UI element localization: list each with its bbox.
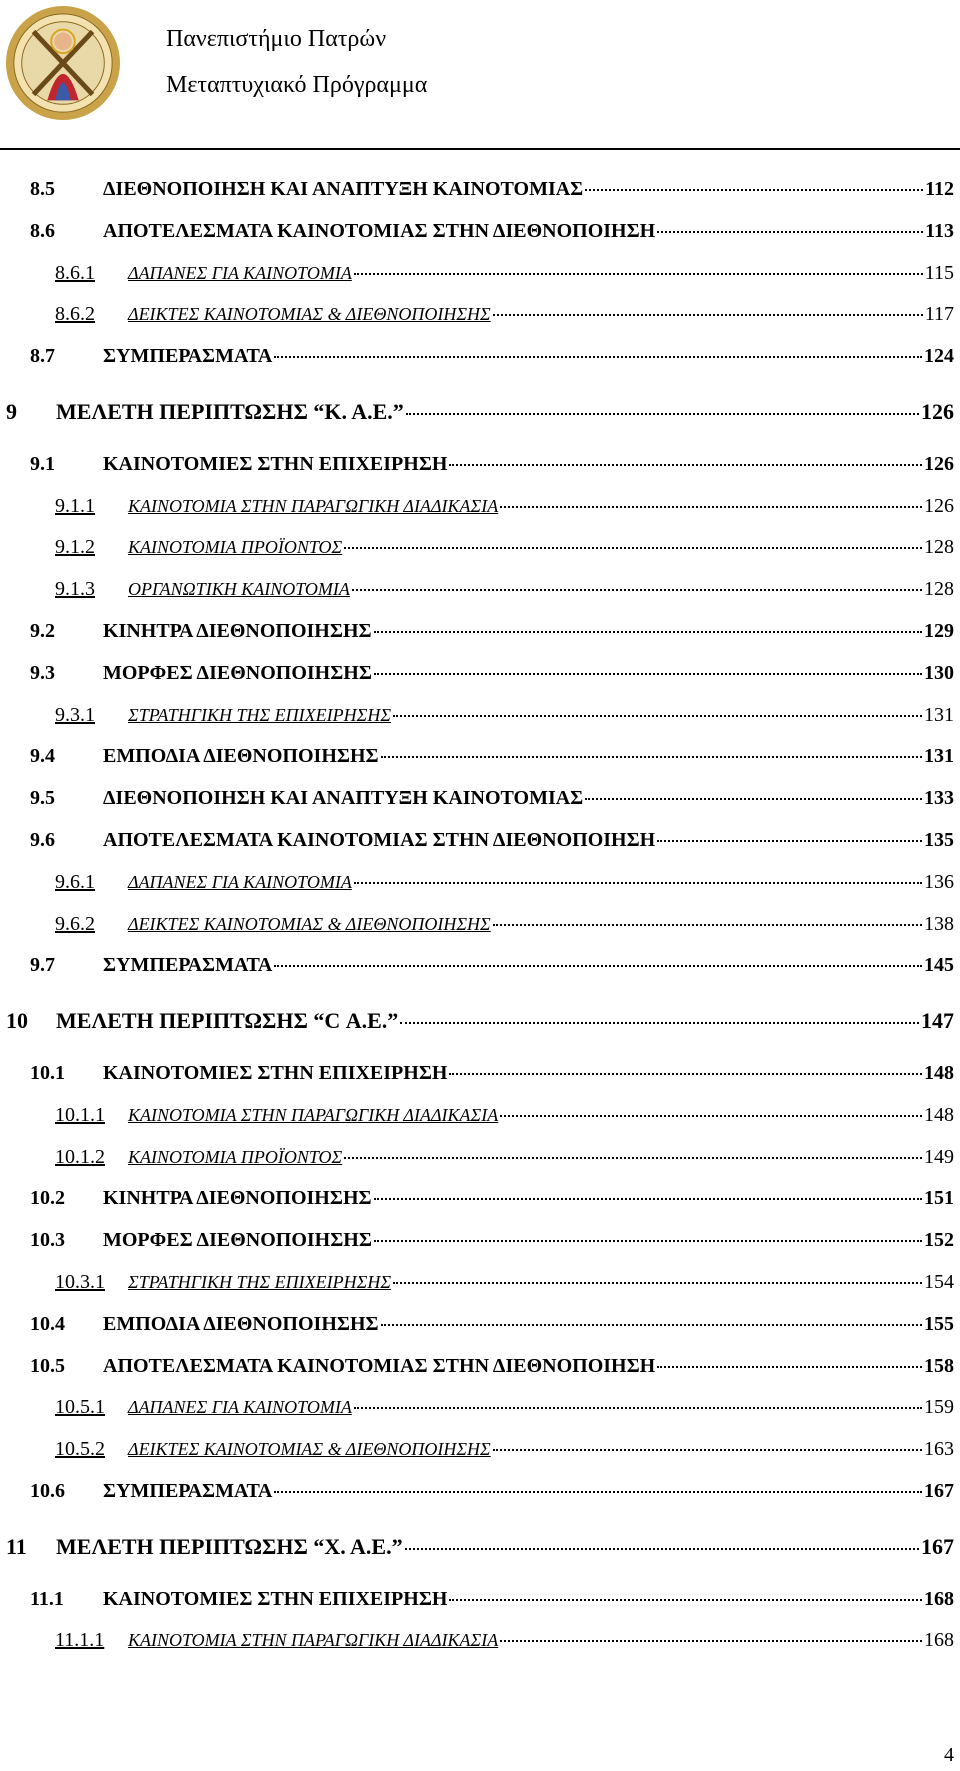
toc-entry-level-2[interactable] (0, 1187, 960, 1210)
toc-entry-page: 168 (924, 1629, 954, 1652)
toc-entry-title: ΜΕΛΕΤΗ ΠΕΡΙΠΤΩΣΗΣ “Κ. Α.Ε.” (56, 399, 404, 424)
toc-entry-level-2[interactable] (0, 954, 960, 977)
toc-entry-level-3[interactable] (0, 578, 960, 601)
toc-entry-level-1[interactable] (0, 1534, 960, 1560)
dot-leader (449, 1599, 922, 1601)
toc-entry-page: 128 (924, 536, 954, 559)
toc-entry-number: 9.1.2 (55, 536, 95, 559)
toc-entry-page: 115 (924, 261, 954, 284)
toc-entry-number: 11.1.1 (55, 1629, 105, 1652)
toc-entry-number: 10.2 (30, 1187, 65, 1210)
dot-leader (585, 798, 922, 800)
dot-leader (354, 1407, 922, 1409)
university-name: Πανεπιστήμιο Πατρών (166, 26, 387, 52)
toc-entry-level-3[interactable] (0, 536, 960, 559)
toc-entry-level-2[interactable] (0, 1062, 960, 1085)
dot-leader (493, 1449, 922, 1451)
dot-leader (381, 1324, 922, 1326)
toc-entry-number: 10.1.2 (55, 1145, 105, 1168)
toc-entry-number: 8.6.2 (55, 303, 95, 326)
dot-leader (374, 1240, 922, 1242)
toc-entry-level-3[interactable] (0, 303, 960, 326)
toc-entry-number: 9.7 (30, 954, 55, 977)
toc-entry-level-1[interactable] (0, 399, 960, 425)
toc-entry-page: 148 (924, 1062, 954, 1084)
dot-leader (500, 506, 922, 508)
toc-entry-page: 158 (924, 1354, 954, 1377)
dot-leader (500, 1115, 922, 1117)
toc-entry-level-2[interactable] (0, 345, 960, 368)
toc-entry-level-2[interactable] (0, 1588, 960, 1611)
dot-leader (657, 231, 923, 233)
toc-entry-level-2[interactable] (0, 220, 960, 243)
toc-entry-level-2[interactable] (0, 787, 960, 810)
toc-entry-page: 148 (924, 1103, 954, 1126)
page-header (0, 0, 960, 150)
toc-entry-title: ΣΥΜΠΕΡΑΣΜΑΤΑ (103, 1480, 273, 1502)
toc-entry-number: 9.6.2 (55, 912, 95, 935)
toc-entry-title: ΟΡΓΑΝΩΤΙΚΗ ΚΑΙΝΟΤΟΜΙΑ (128, 579, 350, 600)
dot-leader (493, 924, 922, 926)
toc-entry-level-3[interactable] (0, 262, 960, 285)
toc-entry-title: ΜΕΛΕΤΗ ΠΕΡΙΠΤΩΣΗΣ “Χ. Α.Ε.” (56, 1533, 403, 1559)
dot-leader (493, 314, 923, 316)
toc-entry-page: 131 (924, 745, 954, 768)
toc-entry-level-2[interactable] (0, 1313, 960, 1336)
dot-leader (393, 715, 922, 717)
toc-entry-page: 151 (924, 1187, 954, 1210)
dot-leader (500, 1640, 922, 1642)
toc-entry-title: ΣΥΜΠΕΡΑΣΜΑΤΑ (103, 345, 273, 368)
toc-entry-level-2[interactable] (0, 1355, 960, 1378)
toc-entry-number: 9.2 (30, 620, 55, 642)
toc-entry-title: ΚΑΙΝΟΤΟΜΙΑ ΠΡΟΪΟΝΤΟΣ (128, 537, 343, 558)
dot-leader (393, 1282, 922, 1284)
toc-entry-number: 9.5 (30, 787, 55, 810)
dot-leader (374, 673, 922, 675)
toc-entry-title: ΔΑΠΑΝΕΣ ΓΙΑ ΚΑΙΝΟΤΟΜΙΑ (128, 871, 352, 892)
toc-entry-number: 9.3 (30, 661, 55, 684)
toc-entry-title: ΚΑΙΝΟΤΟΜΙΕΣ ΣΤΗΝ ΕΠΙΧΕΙΡΗΣΗ (103, 1062, 448, 1084)
toc-entry-page: 152 (924, 1229, 954, 1252)
toc-entry-title: ΣΥΜΠΕΡΑΣΜΑΤΑ (103, 954, 273, 977)
toc-entry-number: 10.4 (30, 1312, 65, 1335)
toc-entry-title: ΚΑΙΝΟΤΟΜΙΕΣ ΣΤΗΝ ΕΠΙΧΕΙΡΗΣΗ (103, 1587, 448, 1610)
toc-entry-number: 10.1 (30, 1062, 65, 1084)
dot-leader (374, 631, 922, 633)
toc-entry-title: ΚΑΙΝΟΤΟΜΙΑ ΣΤΗΝ ΠΑΡΑΓΩΓΙΚΗ ΔΙΑΔΙΚΑΣΙΑ (128, 495, 499, 516)
dot-leader (374, 1198, 922, 1200)
toc-entry-page: 129 (924, 620, 954, 642)
toc-entry-title: ΚΑΙΝΟΤΟΜΙΕΣ ΣΤΗΝ ΕΠΙΧΕΙΡΗΣΗ (103, 452, 448, 475)
toc-entry-title: ΚΑΙΝΟΤΟΜΙΑ ΠΡΟΪΟΝΤΟΣ (128, 1146, 343, 1167)
toc-entry-number: 10.5 (30, 1354, 65, 1377)
toc-entry-number: 9.3.1 (55, 703, 95, 726)
toc-entry-level-3[interactable] (0, 871, 960, 894)
toc-entry-page: 159 (924, 1396, 954, 1419)
dot-leader (405, 1548, 919, 1550)
toc-entry-number: 8.7 (30, 345, 55, 368)
toc-entry-page: 124 (924, 345, 954, 368)
toc-entry-number: 9 (6, 399, 17, 424)
toc-entry-level-3[interactable] (0, 1104, 960, 1127)
toc-entry-title: ΔΕΙΚΤΕΣ ΚΑΙΝΟΤΟΜΙΑΣ & ΔΙΕΘΝΟΠΟΙΗΣΗΣ (128, 913, 491, 934)
toc-entry-page: 126 (924, 494, 954, 517)
toc-entry-title: ΑΠΟΤΕΛΕΣΜΑΤΑ ΚΑΙΝΟΤΟΜΙΑΣ ΣΤΗΝ ΔΙΕΘΝΟΠΟΙΗΣΗ (103, 1354, 656, 1377)
toc-entry-number: 10.6 (30, 1480, 65, 1502)
toc-entry-title: ΚΑΙΝΟΤΟΜΙΑ ΣΤΗΝ ΠΑΡΑΓΩΓΙΚΗ ΔΙΑΔΙΚΑΣΙΑ (128, 1104, 499, 1125)
toc-entry-number: 9.1.1 (55, 494, 95, 517)
toc-entry-number: 10.1.1 (55, 1103, 105, 1126)
toc-entry-page: 167 (924, 1480, 954, 1502)
toc-entry-level-2[interactable] (0, 1480, 960, 1503)
toc-entry-page: 133 (924, 787, 954, 810)
toc-entry-title: ΔΕΙΚΤΕΣ ΚΑΙΝΟΤΟΜΙΑΣ & ΔΙΕΘΝΟΠΟΙΗΣΗΣ (128, 1439, 491, 1460)
toc-entry-page: 168 (924, 1587, 954, 1610)
toc-entry-title: ΑΠΟΤΕΛΕΣΜΑΤΑ ΚΑΙΝΟΤΟΜΙΑΣ ΣΤΗΝ ΔΙΕΘΝΟΠΟΙΗΣΗ (103, 829, 656, 851)
toc-entry-number: 9.1 (30, 452, 55, 475)
toc-entry-level-3[interactable] (0, 1146, 960, 1169)
program-name: Μεταπτυχιακό Πρόγραμμα (166, 72, 428, 98)
dot-leader (352, 589, 922, 591)
dot-leader (344, 1157, 922, 1159)
toc-entry-number: 10.5.2 (55, 1438, 105, 1461)
toc-entry-page: 155 (924, 1312, 954, 1335)
toc-entry-level-3[interactable] (0, 913, 960, 936)
toc-entry-page: 126 (924, 452, 954, 475)
toc-entry-page: 130 (924, 661, 954, 684)
toc-entry-title: ΕΜΠΟΔΙΑ ΔΙΕΘΝΟΠΟΙΗΣΗΣ (103, 745, 379, 768)
toc-entry-page: 128 (924, 578, 954, 601)
dot-leader (274, 1491, 922, 1493)
toc-entry-title: ΚΙΝΗΤΡΑ ΔΙΕΘΝΟΠΟΙΗΣΗΣ (103, 620, 372, 642)
dot-leader (449, 1073, 922, 1075)
toc-entry-title: ΚΙΝΗΤΡΑ ΔΙΕΘΝΟΠΟΙΗΣΗΣ (103, 1187, 372, 1210)
toc-entry-number: 9.6.1 (55, 870, 95, 893)
toc-entry-level-3[interactable] (0, 495, 960, 518)
toc-entry-level-2[interactable] (0, 178, 960, 201)
dot-leader (274, 965, 922, 967)
toc-entry-number: 11.1 (30, 1587, 64, 1610)
toc-entry-page: 149 (924, 1145, 954, 1168)
toc-entry-title: ΜΟΡΦΕΣ ΔΙΕΘΝΟΠΟΙΗΣΗΣ (103, 1229, 372, 1252)
toc-entry-page: 147 (921, 1008, 954, 1034)
toc-entry-title: ΔΙΕΘΝΟΠΟΙΗΣΗ ΚΑΙ ΑΝΑΠΤΥΞΗ ΚΑΙΝΟΤΟΜΙΑΣ (103, 787, 584, 810)
toc-entry-title: ΕΜΠΟΔΙΑ ΔΙΕΘΝΟΠΟΙΗΣΗΣ (103, 1312, 379, 1335)
toc-entry-page: 145 (924, 954, 954, 977)
dot-leader (274, 356, 922, 358)
university-seal-icon (4, 4, 122, 122)
toc-entry-level-2[interactable] (0, 829, 960, 852)
dot-leader (657, 840, 922, 842)
toc-entry-level-2[interactable] (0, 453, 960, 476)
toc-entry-number: 10.3 (30, 1229, 65, 1252)
toc-entry-level-3[interactable] (0, 1271, 960, 1294)
toc-entry-title: ΣΤΡΑΤΗΓΙΚΗ ΤΗΣ ΕΠΙΧΕΙΡΗΣΗΣ (128, 1272, 392, 1292)
toc-entry-level-2[interactable] (0, 1229, 960, 1252)
dot-leader (354, 882, 922, 884)
toc-entry-level-2[interactable] (0, 745, 960, 768)
dot-leader (344, 547, 922, 549)
toc-entry-level-2[interactable] (0, 620, 960, 643)
dot-leader (381, 756, 922, 758)
toc-entry-level-1[interactable] (0, 1008, 960, 1034)
toc-entry-title: ΔΙΕΘΝΟΠΟΙΗΣΗ ΚΑΙ ΑΝΑΠΤΥΞΗ ΚΑΙΝΟΤΟΜΙΑΣ (103, 178, 584, 200)
toc-entry-level-3[interactable] (0, 1438, 960, 1461)
toc-entry-title: ΜΕΛΕΤΗ ΠΕΡΙΠΤΩΣΗΣ “C Α.Ε.” (56, 1008, 399, 1034)
toc-entry-page: 126 (921, 399, 954, 424)
toc-entry-title: ΔΕΙΚΤΕΣ ΚΑΙΝΟΤΟΜΙΑΣ & ΔΙΕΘΝΟΠΟΙΗΣΗΣ (128, 304, 491, 325)
toc-entry-number: 10 (6, 1008, 28, 1034)
page-number: 4 (944, 1744, 954, 1766)
dot-leader (585, 189, 923, 191)
toc-entry-title: ΜΟΡΦΕΣ ΔΙΕΘΝΟΠΟΙΗΣΗΣ (103, 661, 372, 684)
toc-entry-title: ΑΠΟΤΕΛΕΣΜΑΤΑ ΚΑΙΝΟΤΟΜΙΑΣ ΣΤΗΝ ΔΙΕΘΝΟΠΟΙΗΣΗ (103, 219, 656, 242)
toc-entry-title: ΣΤΡΑΤΗΓΙΚΗ ΤΗΣ ΕΠΙΧΕΙΡΗΣΗΣ (128, 704, 392, 725)
toc-entry-page: 154 (924, 1271, 954, 1293)
toc-entry-level-3[interactable] (0, 1629, 960, 1652)
dot-leader (406, 413, 919, 415)
toc-entry-number: 11 (6, 1533, 27, 1559)
toc-entry-number: 8.6 (30, 219, 55, 242)
toc-entry-title: ΔΑΠΑΝΕΣ ΓΙΑ ΚΑΙΝΟΤΟΜΙΑ (128, 262, 352, 283)
dot-leader (354, 273, 923, 275)
toc-entry-number: 9.6 (30, 829, 55, 851)
toc-entry-number: 10.5.1 (55, 1396, 105, 1419)
toc-entry-page: 167 (921, 1533, 954, 1559)
toc-entry-page: 112 (925, 178, 954, 200)
toc-entry-page: 135 (924, 829, 954, 851)
dot-leader (400, 1022, 919, 1024)
toc-entry-title: ΚΑΙΝΟΤΟΜΙΑ ΣΤΗΝ ΠΑΡΑΓΩΓΙΚΗ ΔΙΑΔΙΚΑΣΙΑ (128, 1630, 499, 1651)
dot-leader (449, 464, 922, 466)
toc-entry-level-2[interactable] (0, 662, 960, 685)
toc-entry-level-3[interactable] (0, 1396, 960, 1419)
dot-leader (657, 1366, 922, 1368)
toc-entry-page: 136 (924, 870, 954, 893)
toc-entry-level-3[interactable] (0, 704, 960, 727)
toc-entry-title: ΔΑΠΑΝΕΣ ΓΙΑ ΚΑΙΝΟΤΟΜΙΑ (128, 1397, 352, 1418)
toc-entry-number: 9.4 (30, 745, 55, 768)
toc-entry-number: 9.1.3 (55, 578, 95, 601)
toc-entry-page: 113 (925, 219, 954, 242)
toc-entry-number: 10.3.1 (55, 1271, 105, 1293)
toc-entry-page: 138 (924, 912, 954, 935)
toc-entry-page: 117 (924, 303, 954, 326)
toc-entry-number: 8.5 (30, 178, 55, 200)
toc-entry-page: 163 (924, 1438, 954, 1461)
toc-entry-page: 131 (924, 703, 954, 726)
header-divider (0, 148, 960, 150)
toc-entry-number: 8.6.1 (55, 261, 95, 284)
